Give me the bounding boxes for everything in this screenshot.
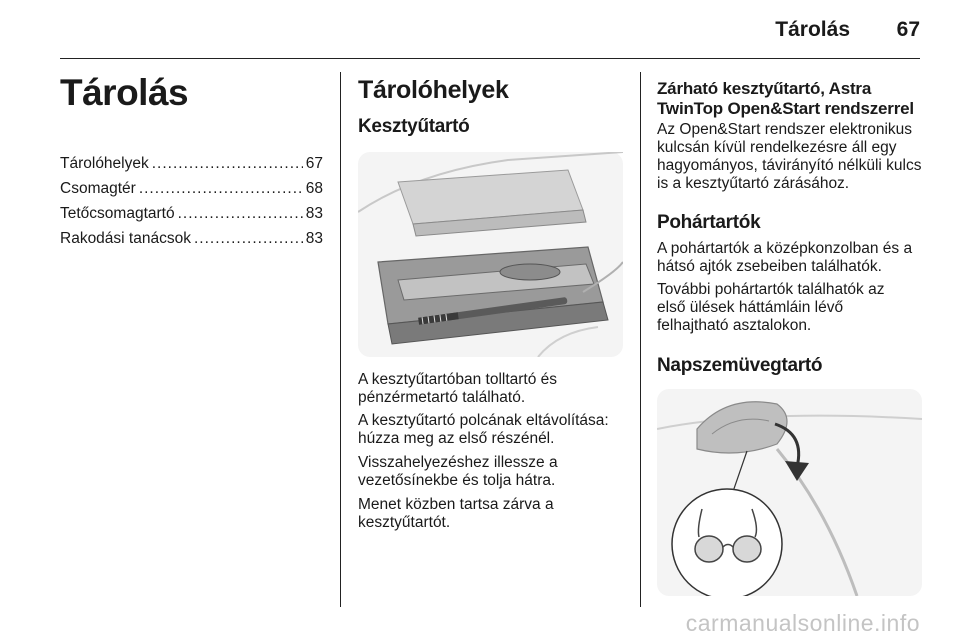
toc-entry-label: Tetőcsomagtartó: [60, 205, 175, 222]
lockable-glovebox-text: Az Open&Start rendszer elektronikus kulcsán kívül rendelkezésre áll egy hagyományos, távirányító nélküli kulcs is a kesztyűtartó zárásához.: [657, 121, 922, 192]
glovebox-drawing: [358, 152, 623, 357]
toc-entry-page: 68: [305, 180, 323, 197]
column-divider-right: [640, 72, 641, 607]
toc-leader-dots: [139, 176, 303, 201]
sunglasses-holder-drawing: [657, 389, 922, 596]
cupholders-paragraph: További pohártartók találhatók az első ülések háttámláin lévő felhajtható asztalokon.: [657, 281, 885, 334]
footer-watermark: carmanualsonline.info: [685, 610, 920, 636]
header-rule: [60, 58, 920, 59]
toc-entry[interactable]: [60, 176, 323, 201]
subheading-glovebox: Kesztyűtartó: [358, 116, 470, 137]
toc-entry[interactable]: [60, 151, 323, 176]
toc-entry-page: 67: [305, 155, 323, 172]
toc-entry[interactable]: [60, 226, 323, 251]
glovebox-paragraph: Menet közben tartsa zárva a kesztyűtartót.: [358, 496, 554, 531]
glovebox-paragraph: A kesztyűtartóban tolltartó és pénzérmetartó található.: [358, 371, 558, 406]
toc-entry-label: Rakodási tanácsok: [60, 230, 191, 247]
table-of-contents: [60, 151, 323, 251]
toc-entry-page: 83: [305, 205, 323, 222]
toc-entry-label: Csomagtér: [60, 180, 136, 197]
chapter-title: Tárolás: [60, 72, 189, 113]
sunglasses-holder-illustration: [657, 389, 922, 596]
section-heading-storage: Tárolóhelyek: [358, 76, 509, 104]
toc-leader-dots: [152, 151, 303, 176]
subheading-cupholders: Pohártartók: [657, 212, 761, 233]
column-divider-left: [340, 72, 341, 607]
glovebox-illustration: [358, 152, 623, 357]
subheading-sunglasses-holder: Napszemüvegtartó: [657, 355, 823, 376]
toc-entry-label: Tárolóhelyek: [60, 155, 149, 172]
toc-entry[interactable]: [60, 201, 323, 226]
glovebox-paragraph: Visszahelyezéshez illessze a vezetősínekbe és tolja hátra.: [358, 454, 558, 489]
page-number: 67: [896, 18, 920, 41]
running-header-title: Tárolás: [775, 18, 850, 41]
cupholders-paragraph: A pohártartók a középkonzolban és a hátsó ajtók zsebeiben találhatók.: [657, 240, 913, 275]
toc-leader-dots: [194, 226, 303, 251]
toc-entry-page: 83: [305, 230, 323, 247]
glovebox-paragraph: A kesztyűtartó polcának eltávolítása: húzza meg az első részénél.: [358, 412, 609, 447]
toc-leader-dots: [178, 201, 303, 226]
subheading-lockable-glovebox: Zárható kesztyűtartó, Astra TwinTop Open&Start rendszerrel: [657, 79, 914, 118]
